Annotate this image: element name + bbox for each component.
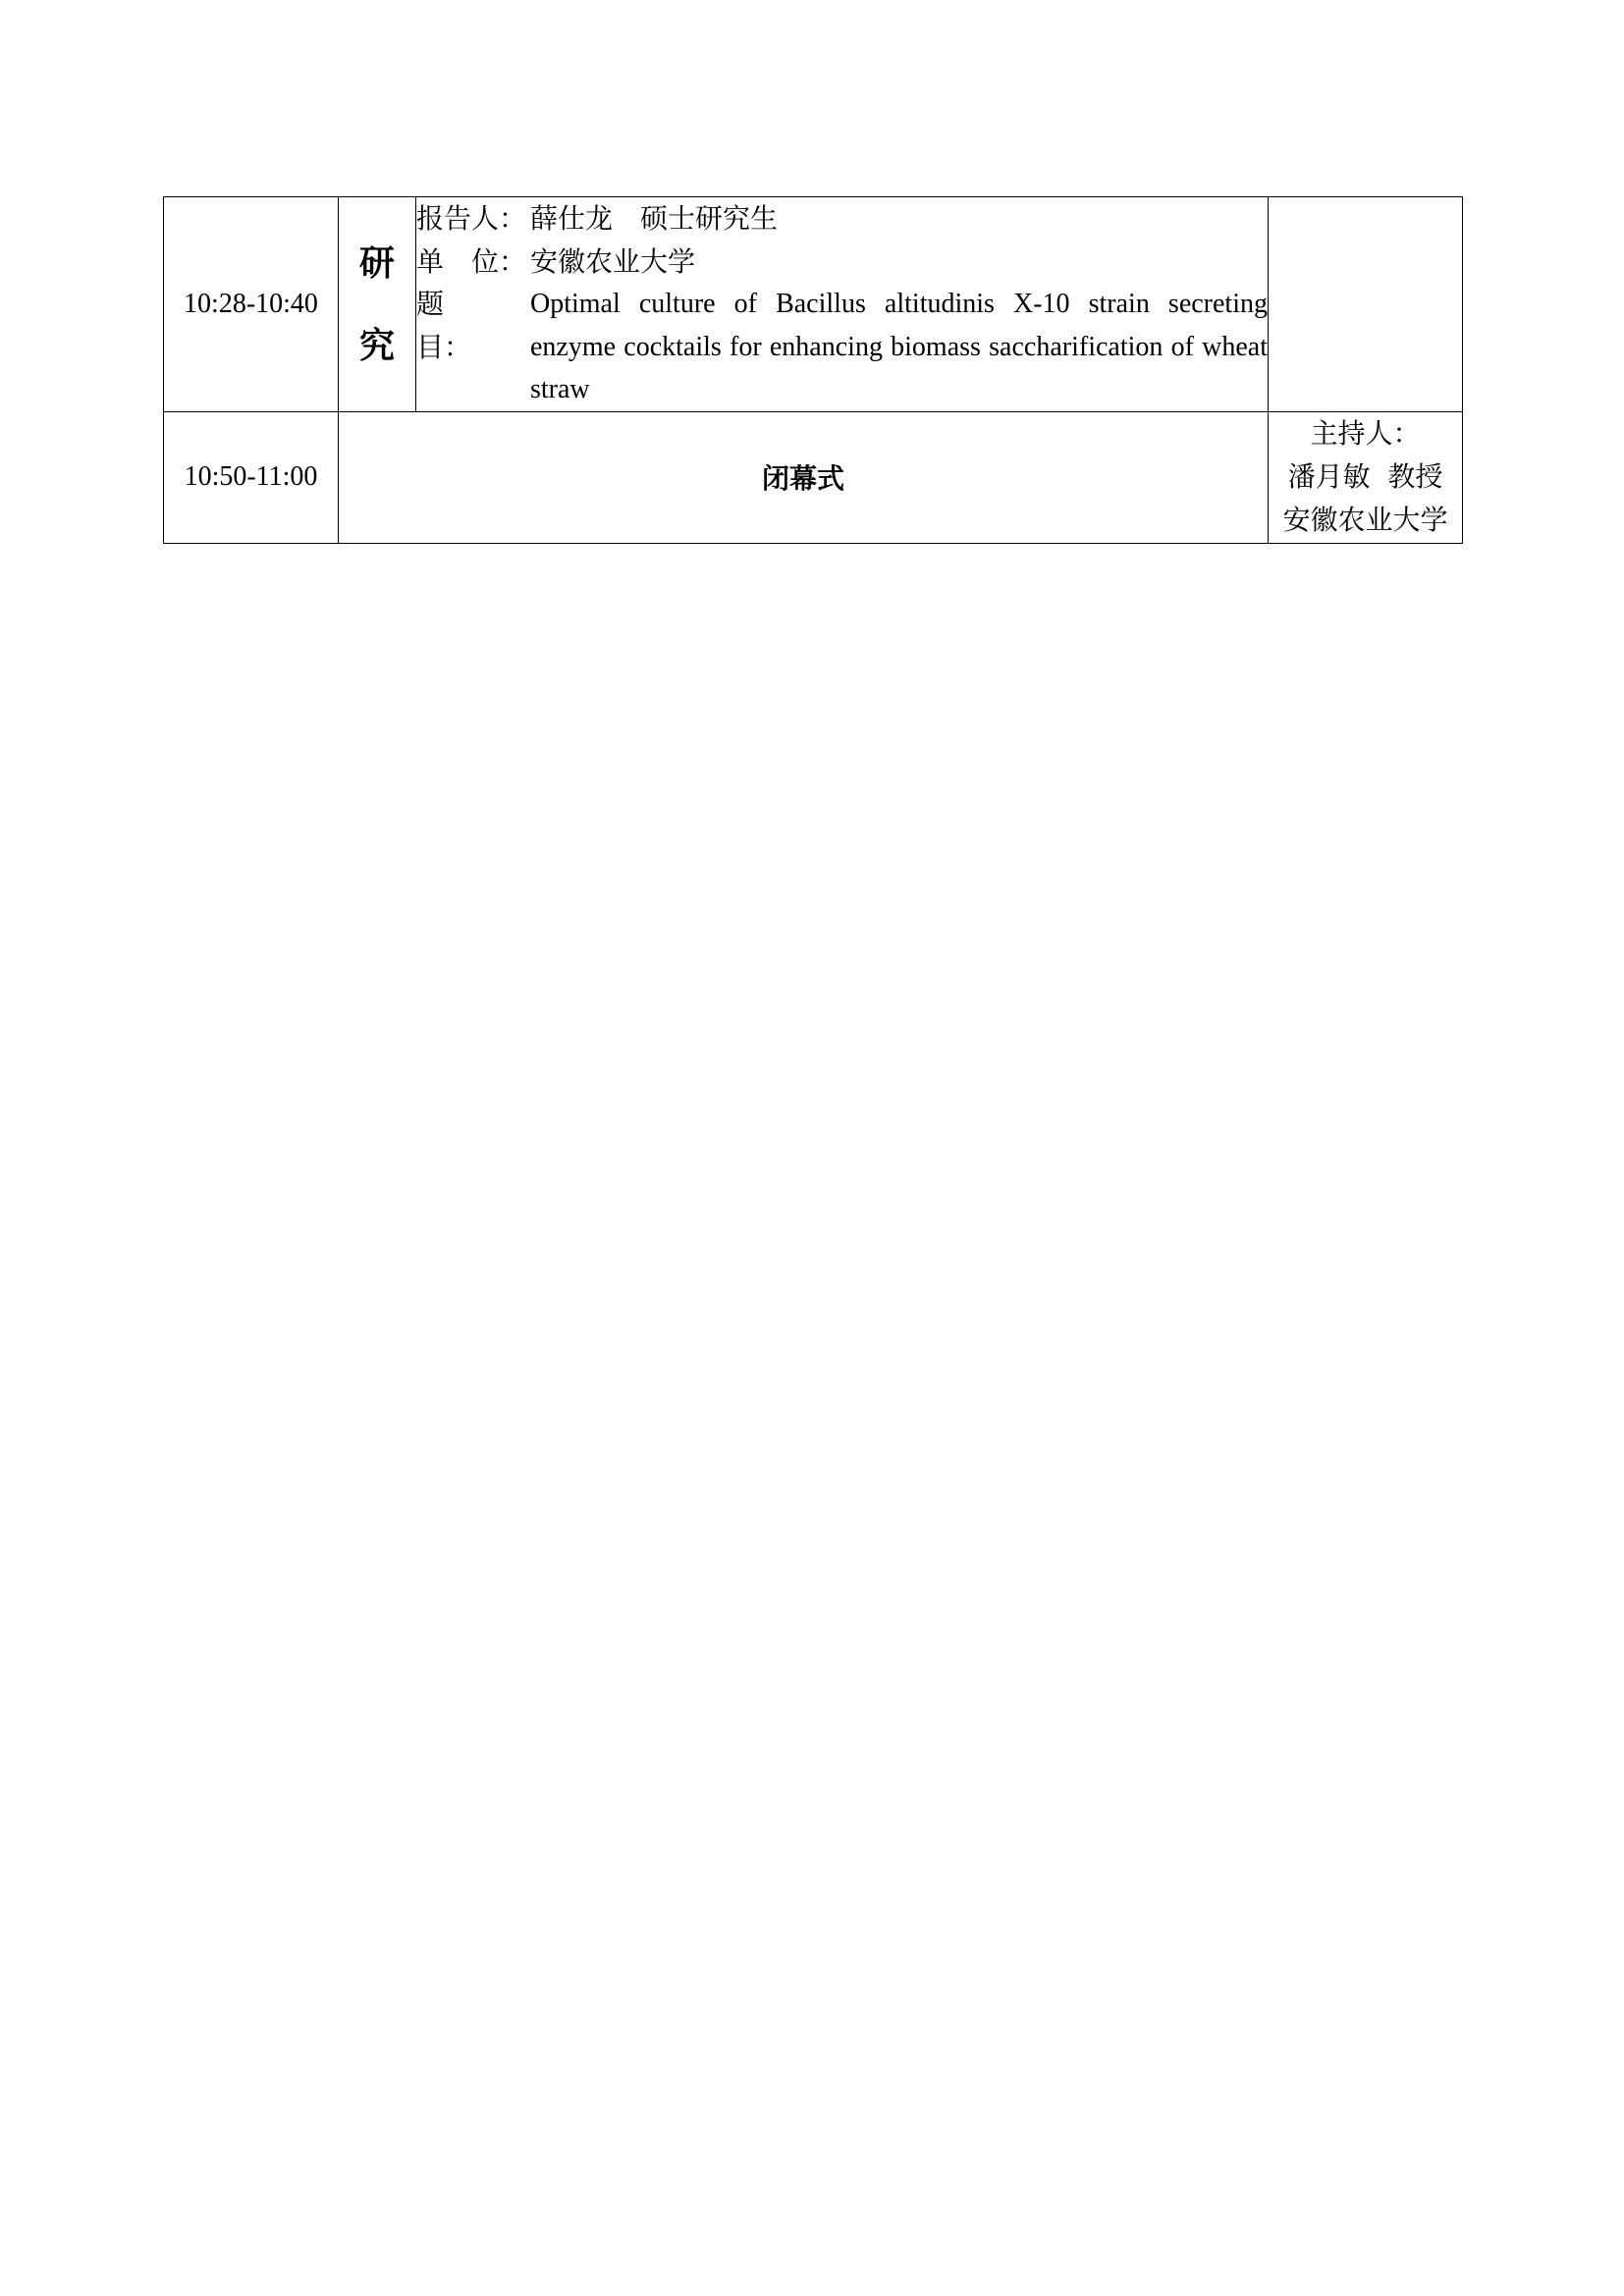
unit-line [416,240,1268,284]
time-cell: 10:50-11:00 [164,411,339,543]
host-affiliation: 安徽农业大学 [1282,504,1448,536]
title-value: Optimal culture of Bacillus altitudinis X-10 strain secreting enzyme cocktails for enhancing biomass saccharification of wheat straw [530,289,1268,404]
closing-ceremony: 闭幕式 [339,411,1269,543]
category-label [339,197,416,412]
title-key: 题 目： [416,288,500,363]
speaker-key: 报告人： [416,202,527,235]
title-line [416,283,1268,411]
table-row [164,411,1463,543]
host-cell-empty [1269,197,1463,412]
speaker-value: 薛仕龙 硕士研究生 [530,202,779,235]
report-cell [416,197,1269,412]
speaker-line [416,197,1268,240]
unit-value: 安徽农业大学 [530,244,696,278]
time-cell: 10:28-10:40 [164,197,339,412]
schedule-table [163,196,1463,544]
unit-key: 单 位： [416,244,527,278]
category-char: 究 [358,324,395,366]
category-char: 研 [358,241,395,284]
host-cell [1269,411,1463,543]
host-name: 潘月敏 教授 [1287,460,1443,493]
host-label: 主持人： [1310,417,1421,450]
table-row [164,197,1463,412]
